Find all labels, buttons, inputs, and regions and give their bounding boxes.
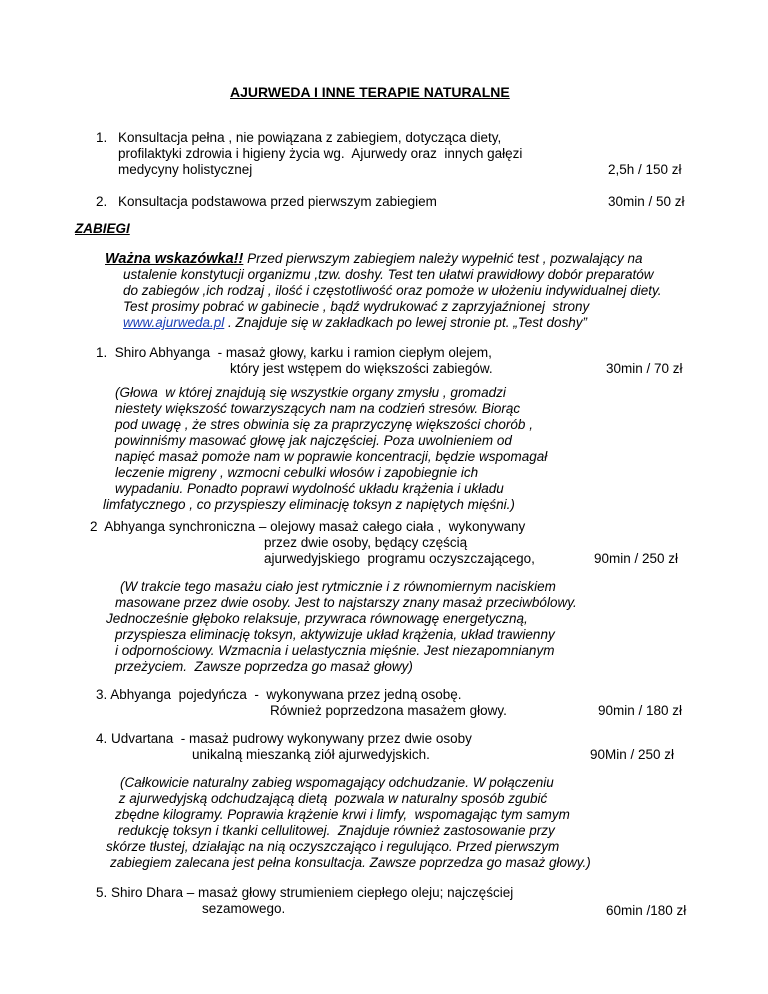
treatment-5-price: 60min /180 zł [606,903,687,918]
treatment-4-desc-2: z ajurwedyjską odchudzającą dietą pozwala w naturalny sposób zgubić [115,791,548,806]
treatment-3-line-1: 3. Abhyanga pojedyńcza - wykonywana przez jedną osobę. [96,687,462,702]
note-line-4: Test prosimy pobrać w gabinecie , bądź wydrukować z zaprzyjaźnionej strony [123,299,590,314]
treatment-4-line-1: 4. Udvartana - masaż pudrowy wykonywany przez dwie osoby [96,731,472,746]
consultation-2-number: 2. [96,194,108,209]
consultation-1-line-1: Konsultacja pełna , nie powiązana z zabiegiem, dotycząca diety, [118,130,502,145]
treatment-2-desc-5: i odporności​owy. Wzmacnia i uelastycznia mięśnie. Jest niezapomnianym [115,643,555,658]
treatment-5-line-2: sezamowego. [202,901,286,916]
treatment-1-desc-8: limfatycznego , co przyspieszy eliminację toksyn z napiętych mięśni.) [103,497,515,512]
note-after-link: . Znajduje się w zakładkach po lewej stronie pt. „Test doshy” [224,315,587,330]
page-title: AJURWEDA I INNE TERAPIE NATURALNE [230,84,510,100]
consultation-2-line-1: Konsultacja podstawowa przed pierwszym zabiegiem [118,194,437,209]
note-label: Ważna wskazówka!! [105,251,244,267]
treatment-4-price: 90Min / 250 zł [590,747,675,762]
treatment-1-price: 30min / 70 zł [606,361,683,376]
treatment-2-desc-4: przyspiesza eliminację toksyn, aktywizuje układ krążenia, układ trawienny [115,627,555,642]
treatment-2-desc-2: masowane przez dwie osoby. Jest to najstarszy znany masaż przeciwbólowy. [115,595,577,610]
treatment-4-desc-3: zbędne kilogramy. Poprawia krążenie krwi i limfy, wspomagając tym samym [115,807,570,822]
treatment-1-desc-2: niestety większość towarzyszących nam na codzień stresów. Biorąc [115,401,521,416]
treatment-2-desc-6: przeżyciem. Zawsze poprzedza go masaż głowy) [115,659,413,674]
treatment-3-line-2: Również poprzedzona masażem głowy. [270,703,507,718]
treatment-1-desc-4: powinniśmy masować głowę jak najczęściej. Poza uwolnieniem od [115,433,512,448]
treatment-1-desc-3: pod uwagę , że stres obwinia się za praprzyczynę większości chorób , [115,417,533,432]
treatment-2-desc-3: Jednocześnie głęboko relaksuje, przywraca równowagę energetyczną, [106,611,528,626]
treatment-3-price: 90min / 180 zł [598,703,683,718]
consultation-1-number: 1. [96,130,108,145]
treatment-2-line-1: 2 Abhyanga synchroniczna – olejowy masaż całego ciała , wykonywany [90,519,526,534]
treatment-5-line-1: 5. Shiro Dhara – masaż głowy strumieniem ciepłego oleju; najczęściej [96,885,514,900]
ajurweda-link[interactable]: www.ajurweda.pl [123,315,225,330]
note-first-line [105,251,643,267]
consultation-1-price: 2,5h / 150 zł [608,162,682,177]
treatment-1-desc-7: wypadaniu. Ponadto poprawi wydolność układu krążenia i układu [115,481,504,496]
treatment-2-line-3: ajurwedyjskiego programu oczyszczającego, [264,551,535,566]
note-line-2: ustalenie konstytucji organizmu ,tzw. doshy. Test ten ułatwi prawidłowy dobór preparatów [123,267,654,282]
treatment-2-price: 90min / 250 zł [594,551,679,566]
treatment-2-desc-1: (W trakcie tego masażu ciało jest rytmicznie i z równomiernym naciskiem [120,579,556,594]
treatment-4-desc-4: redukcję toksyn i tkanki cellulitowej. Znajduje również zastosowanie przy [118,823,555,838]
consultation-2-price: 30min / 50 zł [608,194,685,209]
treatment-1-desc-1: (Głowa w której znajdują się wszystkie organy zmysłu , gromadzi [115,385,506,400]
treatment-1-desc-5: napięć masaż pomoże nam w poprawie koncentracji, będzie wspomagał [115,449,548,464]
treatment-4-desc-1: (Całkowicie naturalny zabieg wspomagający odchudzanie. W połączeniu [120,775,554,790]
treatment-4-desc-5: skórze tłustej, działając na nią oczyszczająco i regulująco. Przed pierwszym [106,839,560,854]
treatment-4-line-2: unikalną mieszanką ziół ajurwedyjskich. [192,747,430,762]
note-first-line-text: Przed pierwszym zabiegiem należy wypełnić test , pozwalający na [243,251,643,266]
treatment-4-desc-6: zabiegiem zalecana jest pełna konsultacja. Zawsze poprzedza go masaż głowy.) [110,855,591,870]
section-title-zabiegi: ZABIEGI [75,221,130,236]
consultation-1-line-3: medycyny holistycznej [118,162,253,177]
note-line-3: do zabiegów ,ich rodzaj , ilość i częstotliwość oraz pomoże w ułożeniu indywidualnej diety. [123,283,662,298]
note-line-5 [123,315,587,331]
treatment-1-desc-6: leczenie migreny , wzmocni cebulki włosów i zapobiegnie ich [115,465,479,480]
consultation-1-line-2: profilaktyki zdrowia i higieny życia wg. Ajurwedy oraz innych gałęzi [118,146,523,161]
treatment-2-line-2: przez dwie osoby, będący częścią [264,535,468,550]
treatment-1-line-2: który jest wstępem do większości zabiegów. [230,361,493,376]
treatment-1-line-1: 1. Shiro Abhyanga - masaż głowy, karku i ramion ciepłym olejem, [96,345,492,360]
